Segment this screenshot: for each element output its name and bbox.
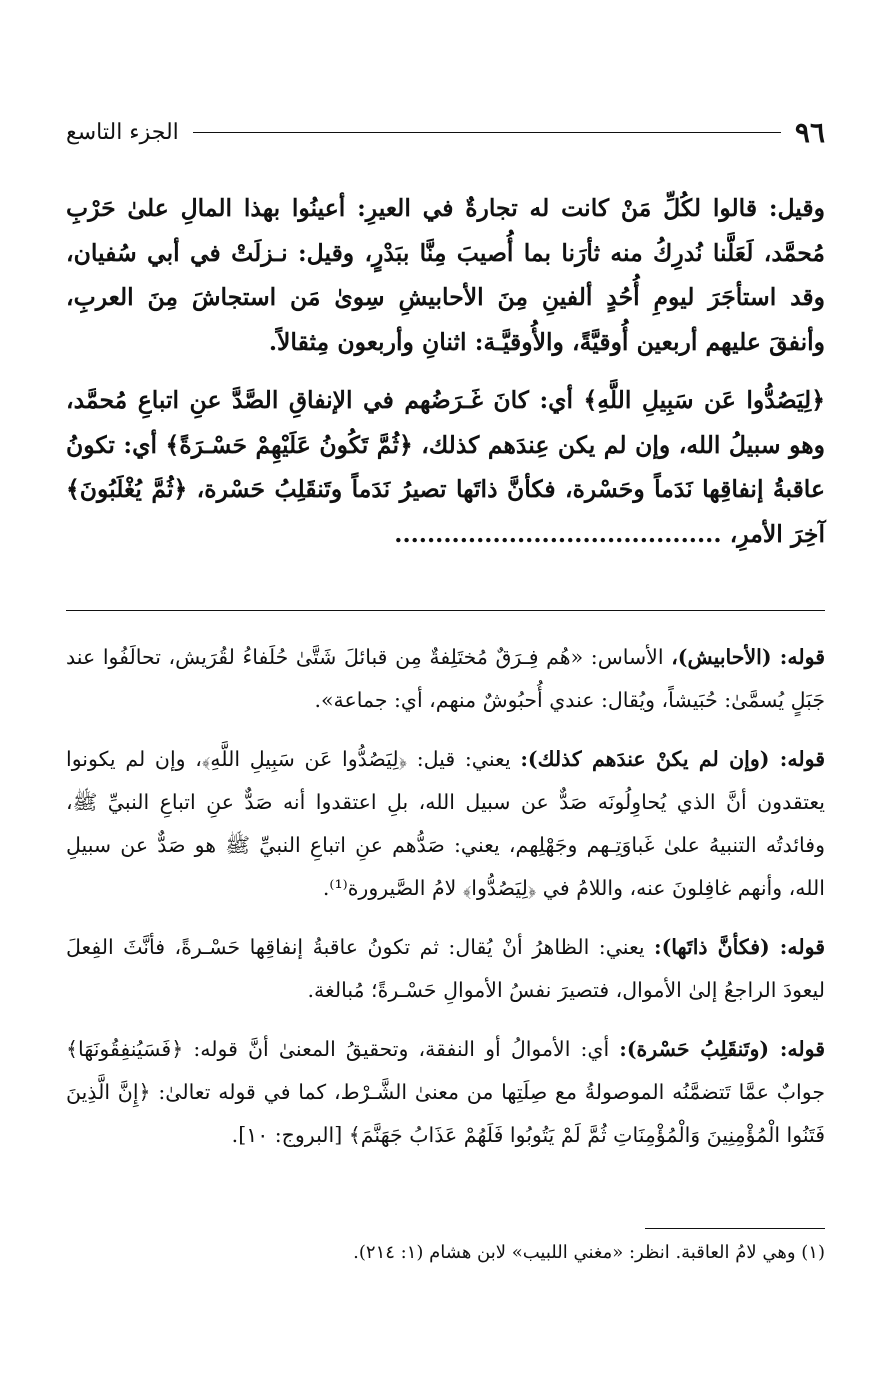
footnote-text: (١) وهي لامُ العاقبة. انظر: «مغني اللبيب» لابن هشام (١: ٢١٤). bbox=[353, 1242, 825, 1263]
commentary-paragraph bbox=[66, 636, 825, 722]
main-paragraph-2-text: ﴿لِيَصُدُّوا عَن سَبِيلِ اللَّهِ﴾ أي: كانَ غَـرَضُهم في الإنفاقِ الصَّدَّ عنِ اتباعِ مُحمَّد، وهو سبيلُ الله، وإن لم يكن عِندَهم كذلك، ﴿ثُمَّ تَكُونُ عَلَيْهِمْ حَسْـرَةً﴾ أي: تكونُ عاقبةُ إنفاقِها نَدَماً وحَسْرة، فكأنَّ ذاتَها تصيرُ نَدَماً وتَنقَلِبُ حَسْرة، ﴿ثُمَّ يُغْلَبُونَ﴾ آخِرَ الأمرِ، bbox=[66, 386, 825, 548]
commentary-lead: قوله: (وتَنقَلِبُ حَسْرة): bbox=[619, 1037, 826, 1061]
commentary-lead: قوله: (الأحابيش)، bbox=[671, 645, 825, 669]
continuation-dots: ........................................ bbox=[394, 519, 722, 548]
commentary-paragraph bbox=[66, 926, 825, 1012]
commentary-text: الأساس: «هُم فِـرَقٌ مُختَلِفةٌ مِن قبائلَ شَتَّىٰ حُلَفاءُ لقُرَيش، تحالَفُوا عند جَبَلٍ يُسمَّىٰ: حُبَيشاً، ويُقال: عندي أُحبُوشٌ منهم، أي: جماعة». bbox=[66, 645, 825, 712]
commentary bbox=[66, 636, 825, 1157]
main-paragraph-1: وقيل: قالوا لكُلِّ مَنْ كانت له تجارةٌ في العيرِ: أعينُوا بهذا المالِ علىٰ حَرْبِ مُحمَّد، لَعَلَّنا نُدرِكُ منه ثأرَنا بما أُصيبَ مِنَّا ببَدْرٍ، وقيل: نـزلَتْ في أبي سُفيان، وقد استأجَرَ ليومِ أُحُدٍ ألفينِ مِنَ الأحابيشِ سِوىٰ مَن استجاشَ مِنَ العربِ، وأنفقَ عليهم أربعين أُوقيَّةً، والأُوقيَّـة: اثنانِ وأربعون مِثقالاً. bbox=[66, 194, 825, 356]
commentary-paragraph bbox=[66, 738, 825, 910]
commentary-text: يعني: الظاهرُ أنْ يُقال: ثم تكونُ عاقبةُ إنفاقِها حَسْـرةً، فأنَّثَ الفِعلَ ليعودَ الراجعُ إلىٰ الأموال، فتصيرَ نفسُ الأموالِ حَسْـرةً؛ مُبالغة. bbox=[66, 935, 825, 1002]
main-paragraph-2 bbox=[66, 378, 825, 556]
commentary-paragraph bbox=[66, 1028, 825, 1157]
commentary-lead: قوله: (وإن لم يكنْ عندَهم كذلك): bbox=[520, 747, 825, 771]
commentary-text: يعني: قيل: ﴿لِيَصُدُّوا عَن سَبِيلِ اللَّهِ﴾، وإن لم يكونوا يعتقدون أنَّ الذي يُحاوِلُونَه صَدٌّ عن سبيل الله، بلِ اعتقدوا أنه صَدٌّ عنِ اتباعِ النبيِّ ﷺ، وفائدتُه التنبيهُ علىٰ غَباوَتِـهم وجَهْلِهم، يعني: صَدُّهم عنِ اتباعِ النبيِّ ﷺ هو صَدٌّ عن سبيلِ الله، وأنهم غافِلونَ عنه، واللامُ في ﴿لِيَصُدُّوا﴾ لامُ الصَّيرورة⁽¹⁾. bbox=[66, 747, 825, 900]
commentary-text: أي: الأموالُ أو النفقة، وتحقيقُ المعنىٰ أنَّ قوله: ﴿فَسَيُنفِقُونَهَا﴾ جوابٌ عمَّا تَتضمَّنُه الموصولةُ مع صِلَتِها من معنىٰ الشَّـرْط، كما في قوله تعالىٰ: ﴿إِنَّ الَّذِينَ فَتَنُوا الْمُؤْمِنِينَ وَالْمُؤْمِنَاتِ ثُمَّ لَمْ يَتُوبُوا فَلَهُمْ عَذَابُ جَهَنَّمَ﴾ [البروج: ١٠]. bbox=[66, 1037, 825, 1147]
text-commentary-separator bbox=[66, 610, 825, 611]
running-title: الجزء التاسع bbox=[66, 119, 179, 145]
commentary-lead: قوله: (فكأنَّ ذاتَها): bbox=[654, 935, 825, 959]
page-number: ٩٦ bbox=[794, 115, 825, 149]
header-rule bbox=[193, 132, 781, 133]
footnote-rule bbox=[645, 1228, 825, 1229]
footnote bbox=[66, 1238, 825, 1268]
page-header bbox=[66, 112, 825, 152]
main-text bbox=[66, 186, 825, 556]
